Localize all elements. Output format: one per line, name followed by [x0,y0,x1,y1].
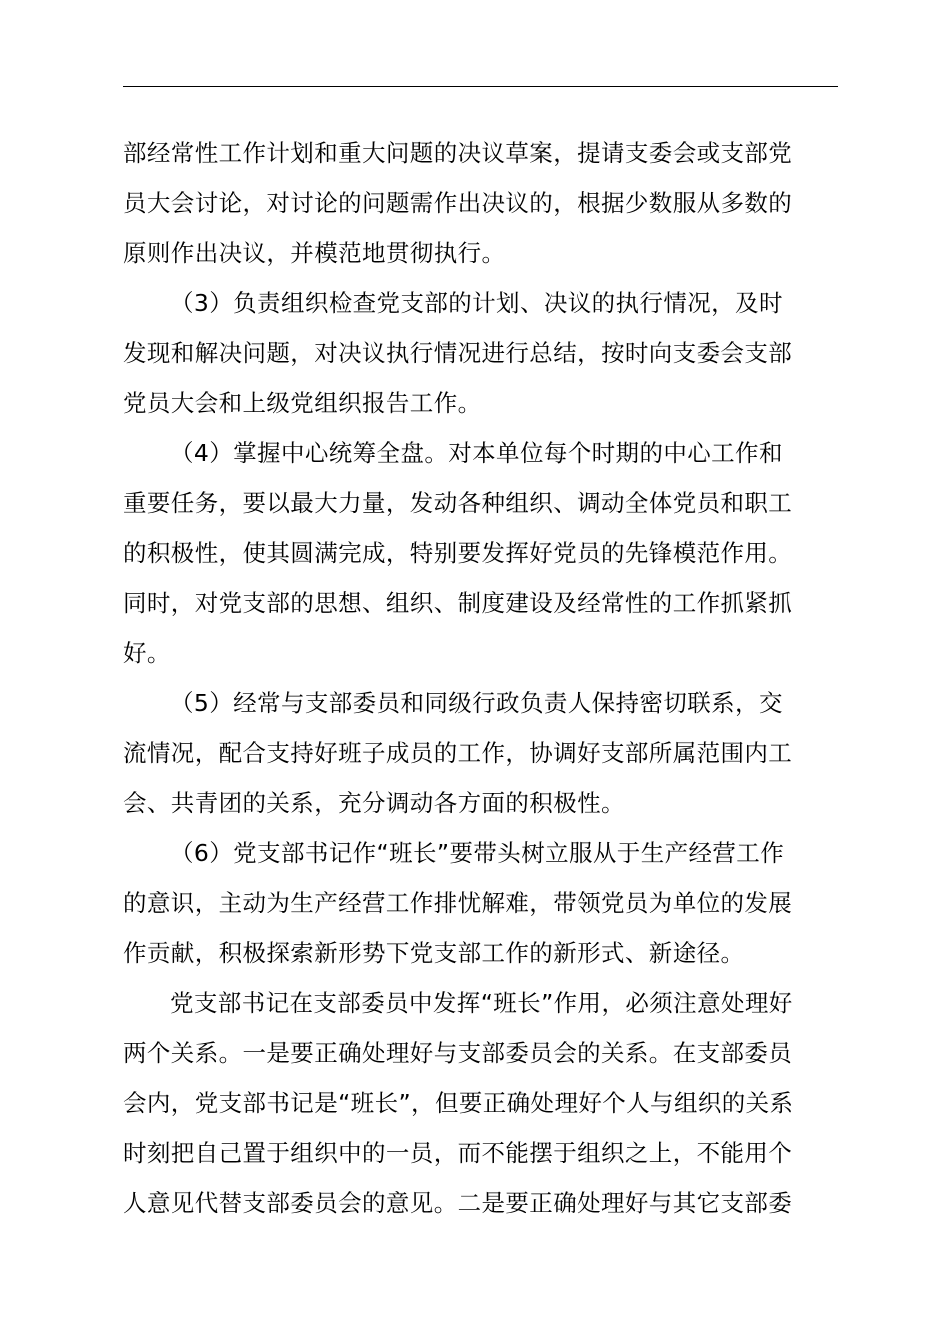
text-line: 作贡献，积极探索新形势下党支部工作的新形式、新途径。 [123,939,745,967]
header-rule [123,86,838,87]
paragraph-item-3 [123,278,838,428]
text-line: （5）经常与支部委员和同级行政负责人保持密切联系，交 [170,689,783,717]
text-line: 人意见代替支部委员会的意见。二是要正确处理好与其它支部委 [123,1189,793,1217]
paragraph-item-6 [123,828,838,978]
text-line: 员大会讨论，对讨论的问题需作出决议的，根据少数服从多数的 [123,189,793,217]
text-line: 好。 [123,639,171,667]
paragraph-item-4 [123,428,838,678]
paragraph-relations [123,978,838,1228]
paragraph-item-5 [123,678,838,828]
text-line: 时刻把自己置于组织中的一员，而不能摆于组织之上，不能用个 [123,1139,793,1167]
text-line: 党支部书记在支部委员中发挥“班长”作用，必须注意处理好 [170,989,793,1017]
text-line: 原则作出决议，并模范地贯彻执行。 [123,239,506,267]
text-line: 的积极性，使其圆满完成，特别要发挥好党员的先锋模范作用。 [123,539,793,567]
text-line: 会、共青团的关系，充分调动各方面的积极性。 [123,789,625,817]
text-line: 两个关系。一是要正确处理好与支部委员会的关系。在支部委员 [123,1039,793,1067]
text-line: 会内，党支部书记是“班长”，但要正确处理好个人与组织的关系 [123,1089,794,1117]
text-line: （3）负责组织检查党支部的计划、决议的执行情况，及时 [170,289,783,317]
text-line: 部经常性工作计划和重大问题的决议草案，提请支委会或支部党 [123,139,793,167]
text-line: 流情况，配合支持好班子成员的工作，协调好支部所属范围内工 [123,739,793,767]
paragraph-continuation [123,128,838,278]
text-line: 重要任务，要以最大力量，发动各种组织、调动全体党员和职工 [123,489,793,517]
text-line: 发现和解决问题，对决议执行情况进行总结，按时向支委会支部 [123,339,793,367]
text-line: （4）掌握中心统筹全盘。对本单位每个时期的中心工作和 [170,439,783,467]
text-line: （6）党支部书记作“班长”要带头树立服从于生产经营工作 [170,839,785,867]
text-line: 党员大会和上级党组织报告工作。 [123,389,482,417]
text-line: 同时，对党支部的思想、组织、制度建设及经常性的工作抓紧抓 [123,589,793,617]
document-body [123,128,838,1228]
text-line: 的意识，主动为生产经营工作排忧解难，带领党员为单位的发展 [123,889,793,917]
